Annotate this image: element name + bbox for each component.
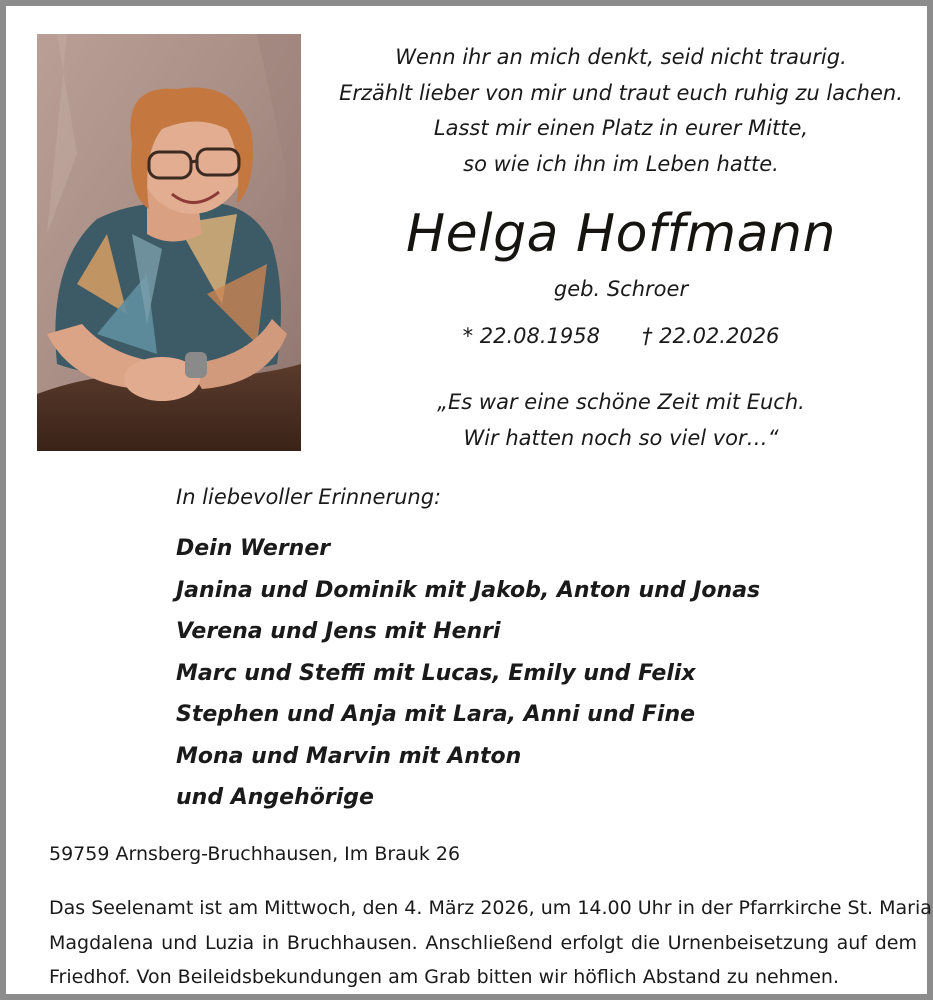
mourner-line: Stephen und Anja mit Lara, Anni und Fine <box>176 702 696 727</box>
mourners-list <box>176 528 760 819</box>
death-date: † 22.02.2026 <box>642 324 780 348</box>
notice-line: Das Seelenamt ist am Mittwoch, den 4. März 2026, um 14.00 Uhr in der Pfarrkirche St. Maria <box>49 897 932 919</box>
quote-line: Wir hatten noch so viel vor…“ <box>463 425 779 450</box>
mourner-line: Janina und Dominik mit Jakob, Anton und Jonas <box>176 577 761 603</box>
poem-line: so wie ich ihn im Leben hatte. <box>463 151 779 176</box>
poem-line: Wenn ihr an mich denkt, seid nicht traurig. <box>395 45 847 69</box>
mourner-line: und Angehörige <box>176 785 374 810</box>
mourner-line: Mona und Marvin mit Anton <box>176 743 522 769</box>
quote-line: „Es war eine schöne Zeit mit Euch. <box>437 390 805 414</box>
memorial-quote <box>326 385 916 456</box>
notice-line: Magdalena und Luzia in Bruchhausen. Anschließend erfolgt die Urnenbeisetzung auf dem <box>49 931 917 954</box>
remembrance-intro: In liebevoller Erinnerung: <box>176 485 442 509</box>
poem-line: Lasst mir einen Platz in eurer Mitte, <box>433 116 809 140</box>
poem-line: Erzählt lieber von mir und traut euch ruhig zu lachen. <box>339 80 903 105</box>
memorial-poem <box>326 40 916 182</box>
mourner-line: Verena und Jens mit Henri <box>176 619 501 644</box>
funeral-notice <box>49 891 932 995</box>
family-address: 59759 Arnsberg-Bruchhausen, Im Brauk 26 <box>49 843 461 865</box>
deceased-name: Helga Hoffmann <box>406 204 836 264</box>
portrait-illustration <box>37 34 301 451</box>
mourner-line: Dein Werner <box>176 536 331 561</box>
portrait-photo <box>37 34 301 451</box>
mourner-line: Marc und Steffi mit Lucas, Emily und Felix <box>176 660 696 686</box>
notice-line: Friedhof. Von Beileidsbekundungen am Grab bitten wir höflich Abstand zu nehmen. <box>49 966 839 988</box>
life-dates <box>326 321 916 351</box>
birth-date: * 22.08.1958 <box>462 324 600 348</box>
birth-name: geb. Schroer <box>553 277 689 301</box>
